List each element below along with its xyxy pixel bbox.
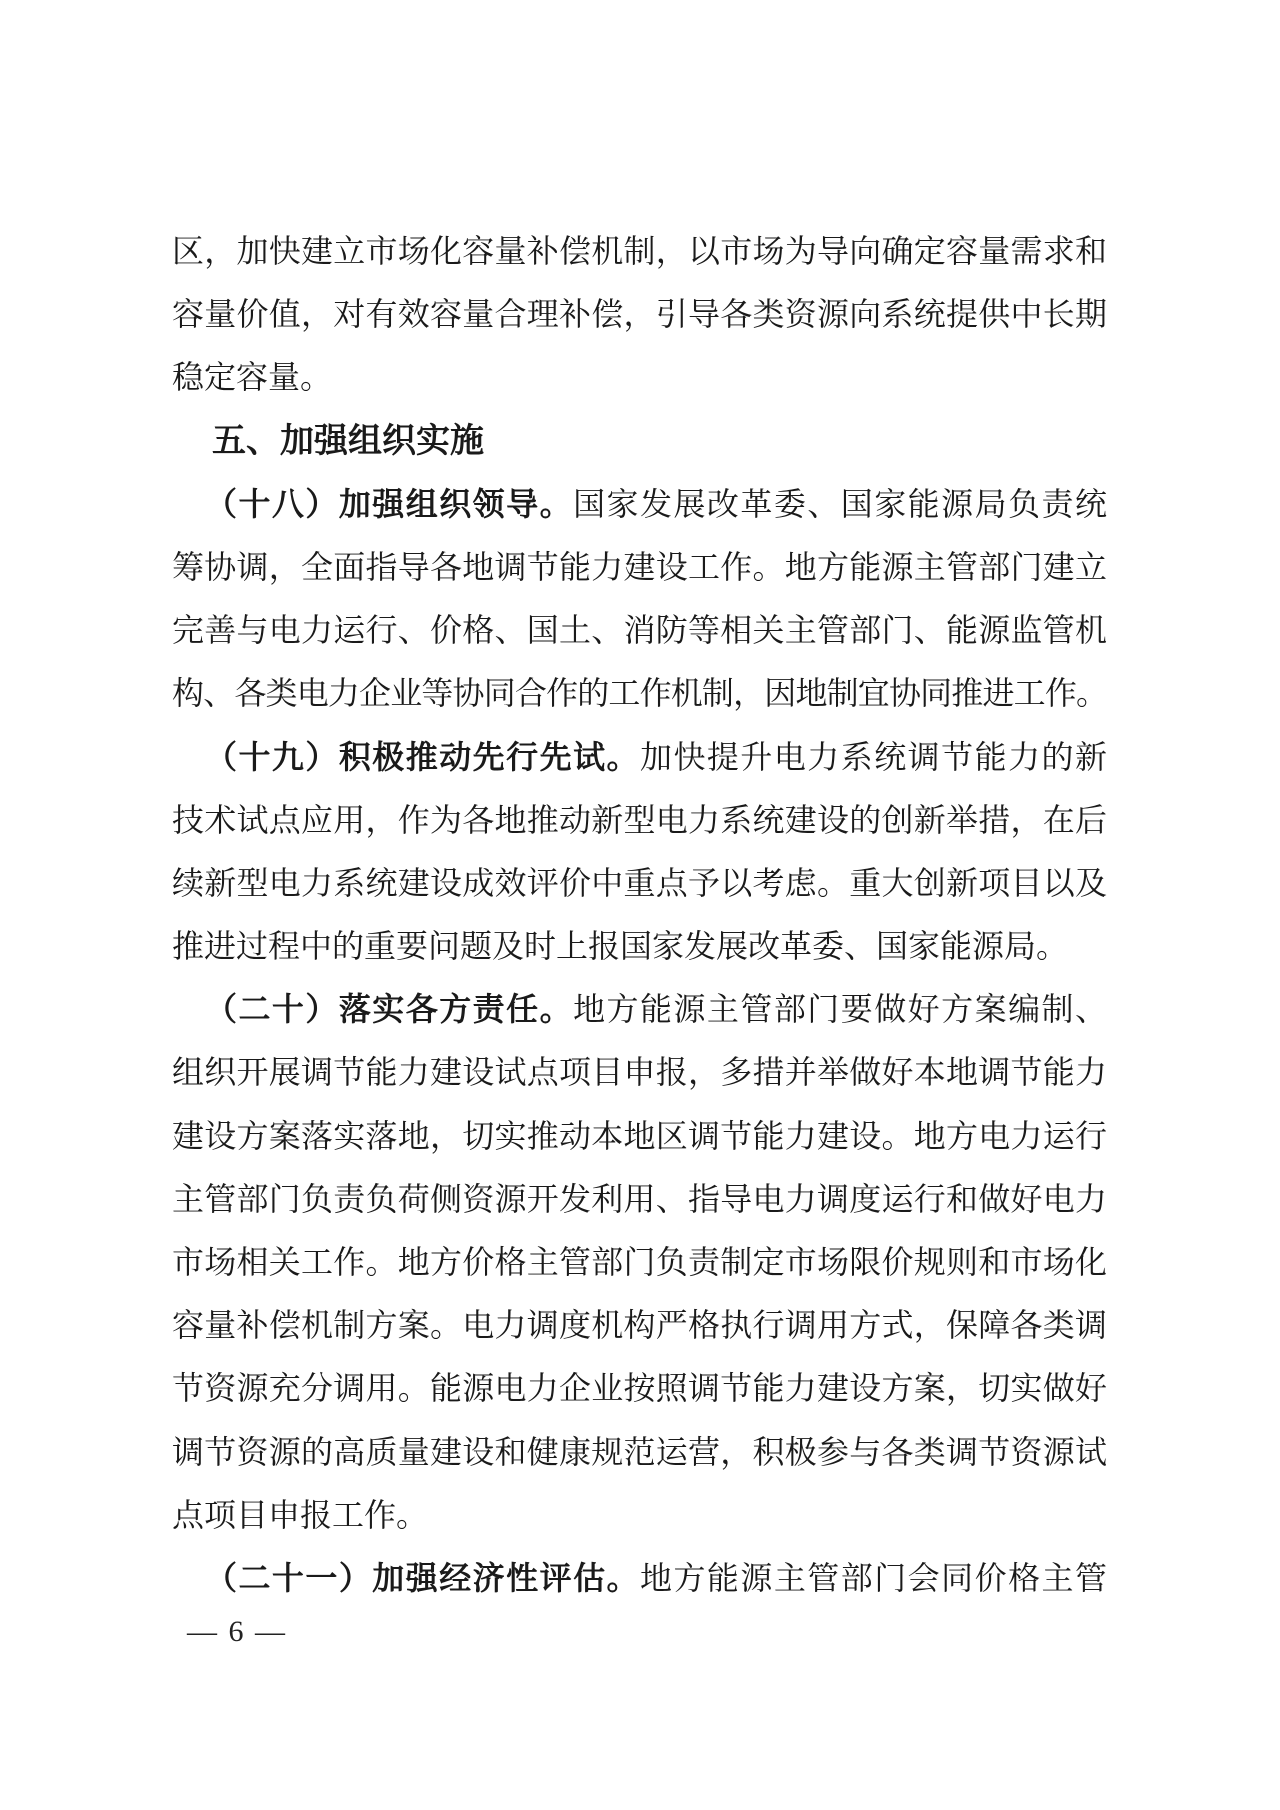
body-line: 稳定容量。 — [172, 359, 333, 396]
body-line — [172, 978, 1107, 1041]
page-number: — 6 — — [187, 1615, 287, 1648]
body-line: 容量补偿机制方案。电力调度机构严格执行调用方式，保障各类调 — [172, 1307, 1107, 1344]
body-line: 调节资源的高质量建设和健康规范运营，积极参与各类调节资源试 — [172, 1433, 1107, 1470]
paragraph-lead: （十九）积极推动先行先试。 — [205, 738, 640, 775]
body-line — [172, 726, 1107, 789]
body-line: 容量价值，对有效容量合理补偿，引导各类资源向系统提供中长期 — [172, 296, 1107, 333]
paragraph-text: 地方能源主管部门会同价格主管 — [640, 1559, 1107, 1596]
body-line: 区，加快建立市场化容量补偿机制，以市场为导向确定容量需求和 — [172, 233, 1107, 269]
body-line: 构、各类电力企业等协同合作的工作机制，因地制宜协同推进工作。 — [172, 675, 1107, 712]
body-line: 续新型电力系统建设成效评价中重点予以考虑。重大创新项目以及 — [172, 864, 1107, 901]
body-line — [172, 1547, 1107, 1610]
body-line: 点项目申报工作。 — [172, 1496, 429, 1533]
body-line: 节资源充分调用。能源电力企业按照调节能力建设方案，切实做好 — [172, 1370, 1107, 1407]
body-line: 市场相关工作。地方价格主管部门负责制定市场限价规则和市场化 — [172, 1244, 1107, 1280]
body-line — [172, 473, 1107, 536]
body-line: 建设方案落实落地，切实推动本地区调节能力建设。地方电力运行 — [172, 1117, 1107, 1154]
body-line: 推进过程中的重要问题及时上报国家发展改革委、国家能源局。 — [172, 928, 1069, 965]
paragraph-lead: （二十一）加强经济性评估。 — [205, 1559, 640, 1596]
section-heading: 五、加强组织实施 — [212, 421, 484, 460]
paragraph-lead: （二十）落实各方责任。 — [205, 991, 574, 1028]
paragraph-text: 国家发展改革委、国家能源局负责统 — [573, 485, 1107, 522]
body-line: 完善与电力运行、价格、国土、消防等相关主管部门、能源监管机 — [172, 612, 1107, 649]
body-line: 技术试点应用，作为各地推动新型电力系统建设的创新举措，在后 — [172, 801, 1107, 838]
document-body — [172, 220, 1107, 1610]
paragraph-text: 加快提升电力系统调节能力的新 — [640, 738, 1107, 775]
body-line: 筹协调，全面指导各地调节能力建设工作。地方能源主管部门建立 — [172, 548, 1107, 585]
body-line: 主管部门负责负荷侧资源开发利用、指导电力调度运行和做好电力 — [172, 1180, 1107, 1217]
paragraph-text: 地方能源主管部门要做好方案编制、 — [573, 991, 1107, 1028]
body-line: 组织开展调节能力建设试点项目申报，多措并举做好本地调节能力 — [172, 1054, 1107, 1091]
paragraph-lead: （十八）加强组织领导。 — [205, 485, 574, 522]
